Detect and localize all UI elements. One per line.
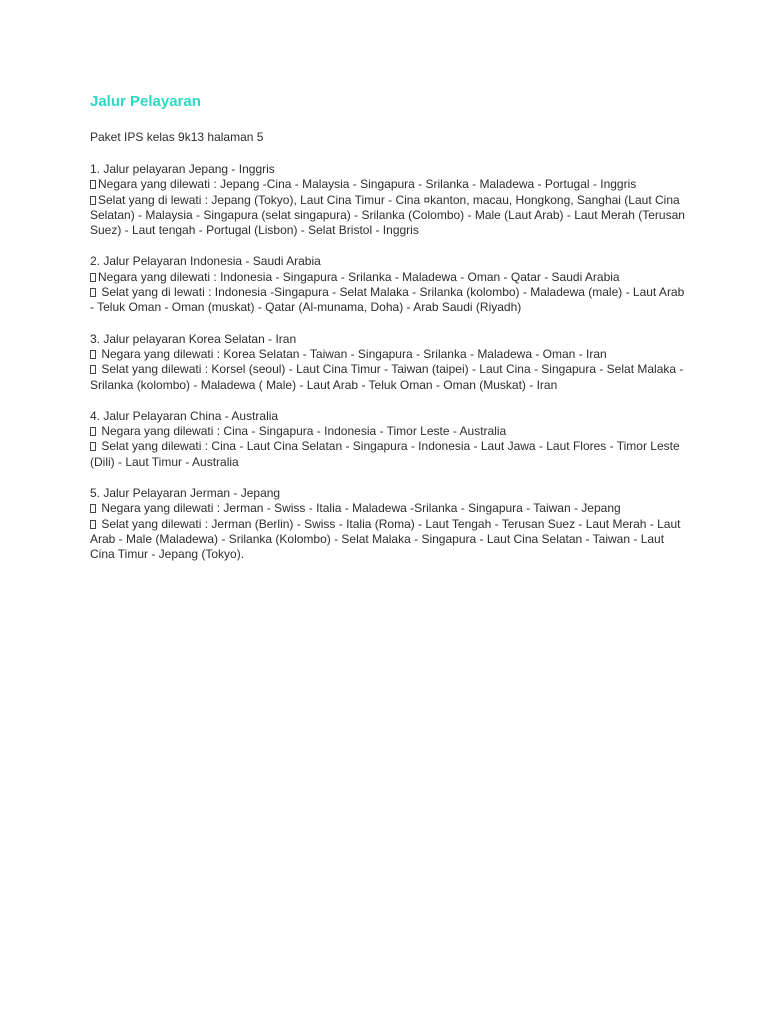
route-straits-text: Selat yang dilewati : Jerman (Berlin) - Swiss - Italia (Roma) - Laut Tengah - Terusan Suez - Laut Merah - Laut Arab - Male (Maladewa) - Srilanka (Kolombo) - Selat Malaka - Singapura - Laut Cina Selatan - Taiwan - Laut Cina Timur - Jepang (Tokyo). xyxy=(90,516,681,562)
route-section-3 xyxy=(90,332,690,393)
route-section-5 xyxy=(90,486,690,562)
route-heading: 1. Jalur pelayaran Jepang - Inggris xyxy=(90,162,275,176)
route-countries-text: Negara yang dilewati : Korea Selatan - Taiwan - Singapura - Srilanka - Maladewa - Oman - Iran xyxy=(98,346,607,361)
route-section-4 xyxy=(90,409,690,470)
route-straits xyxy=(90,362,690,393)
bullet-box-icon xyxy=(90,520,96,529)
bullet-box-icon xyxy=(90,442,96,451)
route-straits xyxy=(90,517,690,563)
route-straits xyxy=(90,285,690,316)
bullet-box-icon xyxy=(90,427,96,436)
bullet-box-icon xyxy=(90,504,96,513)
route-straits-text: Selat yang dilewati : Cina - Laut Cina Selatan - Singapura - Indonesia - Laut Jawa - Laut Flores - Timor Leste (Dili) - Laut Timur - Australia xyxy=(90,439,680,469)
route-straits xyxy=(90,439,690,470)
bullet-box-icon xyxy=(90,288,96,297)
route-countries xyxy=(90,177,690,192)
document-page xyxy=(90,92,690,579)
bullet-box-icon xyxy=(90,196,96,205)
route-heading: 3. Jalur pelayaran Korea Selatan - Iran xyxy=(90,331,297,346)
route-countries xyxy=(90,347,690,362)
route-heading: 4. Jalur Pelayaran China - Australia xyxy=(90,408,279,423)
route-heading: 2. Jalur Pelayaran Indonesia - Saudi Arabia xyxy=(90,254,321,269)
bullet-box-icon xyxy=(90,273,96,282)
route-countries-text: Negara yang dilewati : Indonesia - Singapura - Srilanka - Maladewa - Oman - Qatar - Saudi Arabia xyxy=(98,269,620,284)
route-straits xyxy=(90,193,690,239)
route-heading: 5. Jalur Pelayaran Jerman - Jepang xyxy=(90,486,281,501)
route-countries xyxy=(90,270,690,285)
route-countries-text: Negara yang dilewati : Cina - Singapura - Indonesia - Timor Leste - Australia xyxy=(98,424,507,439)
bullet-box-icon xyxy=(90,365,96,374)
page-title: Jalur Pelayaran xyxy=(90,93,201,110)
route-straits-text: Selat yang di lewati : Indonesia -Singapura - Selat Malaka - Srilanka (kolombo) - Maladewa (male) - Laut Arab - Teluk Oman - Oman (muskat) - Qatar (Al-munama, Doha) - Arab Saudi (Riyadh) xyxy=(90,285,685,315)
route-section-1 xyxy=(90,162,690,238)
bullet-box-icon xyxy=(90,180,96,189)
route-section-2 xyxy=(90,254,690,315)
route-countries xyxy=(90,424,690,439)
route-countries-text: Negara yang dilewati : Jepang -Cina - Malaysia - Singapura - Srilanka - Maladewa - Portugal - Inggris xyxy=(98,177,637,192)
route-straits-text: Selat yang di lewati : Jepang (Tokyo), Laut Cina Timur - Cina ¤kanton, macau, Hongkong, Sanghai (Laut Cina Selatan) - Malaysia - Singapura (selat singapura) - Srilanka (Colombo) - Male (Laut Arab) - Laut Merah (Terusan Suez) - Laut tengah - Portugal (Lisbon) - Selat Bristol - Inggris xyxy=(90,192,685,238)
route-countries xyxy=(90,501,690,516)
route-straits-text: Selat yang dilewati : Korsel (seoul) - Laut Cina Timur - Taiwan (taipei) - Laut Cina - Singapura - Selat Malaka - Srilanka (kolombo) - Maladewa ( Male) - Laut Arab - Teluk Oman - Oman (Muskat) - Iran xyxy=(90,362,684,392)
bullet-box-icon xyxy=(90,350,96,359)
route-countries-text: Negara yang dilewati : Jerman - Swiss - Italia - Maladewa -Srilanka - Singapura - Taiwan - Jepang xyxy=(98,501,621,516)
page-subtitle: Paket IPS kelas 9k13 halaman 5 xyxy=(90,130,264,144)
